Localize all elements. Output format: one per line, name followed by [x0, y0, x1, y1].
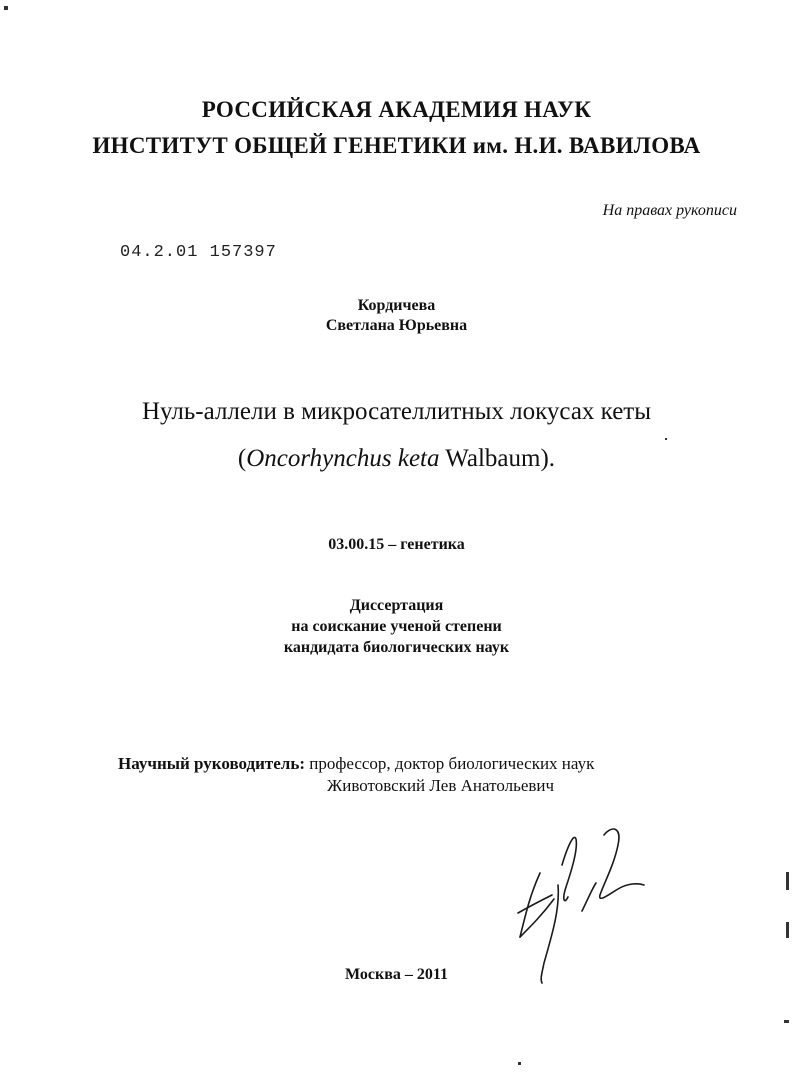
thesis-type: Диссертация [349, 597, 444, 614]
title-open-paren: ( [237, 445, 247, 472]
scan-speck [518, 1062, 521, 1065]
scan-edge-mark [786, 872, 789, 890]
degree-field: кандидата биологических наук [283, 639, 510, 656]
thesis-title-line1: Нуль-аллели в микросателлитных локусах кеты [141, 398, 652, 425]
scan-speck [665, 438, 667, 440]
supervisor-label: Научный руководитель: [118, 754, 305, 773]
author-given-names: Светлана Юрьевна [325, 317, 468, 334]
thesis-title-line2 [0, 445, 793, 473]
institute-heading: ИНСТИТУТ ОБЩЕЙ ГЕНЕТИКИ им. Н.И. ВАВИЛОВА [92, 133, 701, 158]
degree-line: на соискание ученой степени [291, 618, 502, 635]
registry-code: 04.2.01 157397 [120, 243, 277, 262]
scan-speck [4, 6, 8, 10]
species-name: Oncorhynchus keta [246, 445, 440, 472]
manuscript-note: На правах рукописи [602, 202, 737, 219]
supervisor-line [118, 754, 594, 774]
academy-heading: РОССИЙСКАЯ АКАДЕМИЯ НАУК [201, 97, 592, 122]
author-surname: Кордичева [357, 297, 436, 314]
scan-edge-mark [784, 1020, 789, 1023]
scan-edge-mark [786, 922, 789, 938]
species-authority: Walbaum). [439, 445, 556, 472]
specialty-code: 03.00.15 – генетика [328, 536, 465, 553]
supervisor-name: Животовский Лев Анатольевич [327, 776, 555, 795]
city-year: Москва – 2011 [345, 966, 448, 983]
signature-icon [500, 825, 660, 985]
supervisor-credentials: профессор, доктор биологических наук [305, 754, 595, 773]
